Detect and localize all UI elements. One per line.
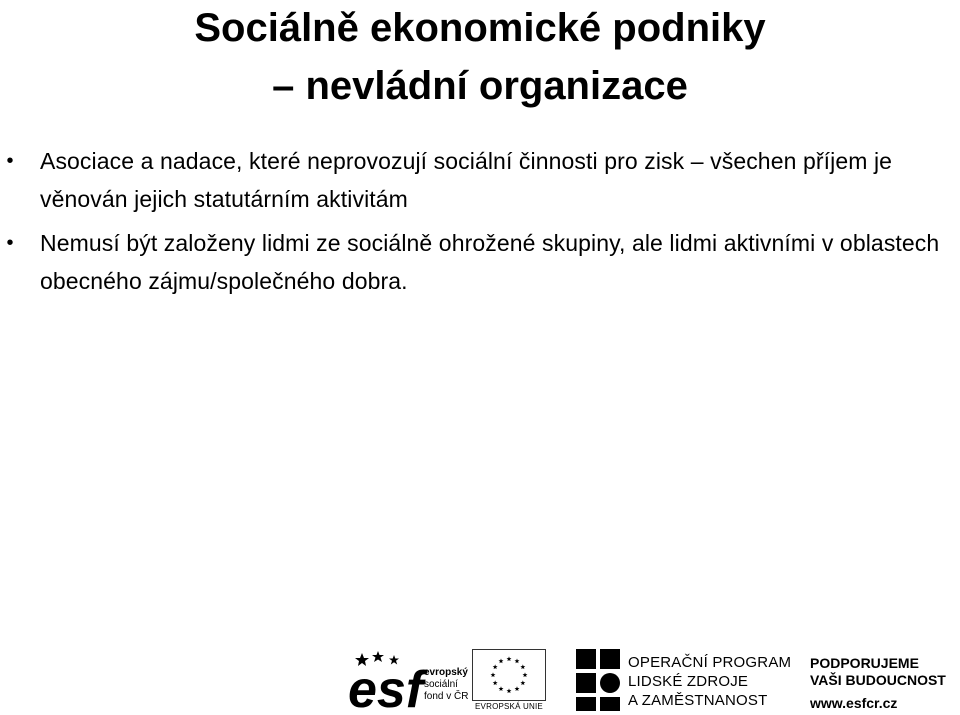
bullet-text: Nemusí být založeny lidmi ze sociálně ohrožené skupiny, ale lidmi aktivními v oblastech obecného zájmu/společného dobra. bbox=[40, 230, 940, 294]
title-line-1: Sociálně ekonomické podniky bbox=[194, 6, 766, 50]
eu-star-icon bbox=[493, 680, 498, 685]
eu-star-icon bbox=[515, 686, 520, 691]
bullet-marker: • bbox=[6, 232, 14, 254]
esf-text bbox=[424, 667, 468, 703]
eu-label: EVROPSKÁ UNIE bbox=[475, 702, 543, 711]
esf-line-3: fond v ČR bbox=[424, 691, 469, 702]
bullet-text: Asociace a nadace, které neprovozují sociální činnosti pro zisk – všechen příjem je věnován jejich statutárním aktivitám bbox=[40, 148, 893, 212]
bullet-marker: • bbox=[6, 150, 14, 172]
eu-flag-icon bbox=[472, 649, 546, 701]
bullet-item-1 bbox=[0, 142, 960, 218]
eu-star-icon bbox=[491, 672, 496, 677]
op-program-text bbox=[628, 653, 791, 710]
support-slogan bbox=[810, 655, 946, 689]
eu-star-icon bbox=[507, 688, 512, 693]
op-puzzle-icon bbox=[576, 649, 622, 711]
bullet-list bbox=[0, 142, 960, 306]
eu-star-icon bbox=[520, 680, 525, 685]
title-line-2: – nevládní organizace bbox=[272, 64, 688, 108]
support-line-2: VAŠI BUDOUCNOST bbox=[810, 672, 946, 688]
eu-star-icon bbox=[515, 659, 520, 664]
op-line-1: OPERAČNÍ PROGRAM bbox=[628, 654, 792, 671]
esf-line-2: sociální bbox=[424, 679, 458, 690]
op-line-3: A ZAMĚSTNANOST bbox=[628, 692, 768, 709]
slide-title bbox=[0, 0, 960, 114]
eu-star-icon bbox=[499, 659, 504, 664]
svg-text:esf: esf bbox=[348, 661, 424, 713]
eu-star-icon bbox=[520, 664, 525, 669]
bullet-item-2 bbox=[0, 224, 960, 300]
support-line-1: PODPORUJEME bbox=[810, 655, 919, 671]
support-url: www.esfcr.cz bbox=[810, 695, 898, 711]
eu-star-icon bbox=[499, 686, 504, 691]
footer-logos bbox=[340, 645, 952, 715]
eu-star-icon bbox=[523, 672, 528, 677]
eu-star-icon bbox=[507, 656, 512, 661]
esf-line-1: evropský bbox=[424, 667, 468, 678]
eu-star-icon bbox=[493, 664, 498, 669]
op-line-2: LIDSKÉ ZDROJE bbox=[628, 673, 749, 690]
